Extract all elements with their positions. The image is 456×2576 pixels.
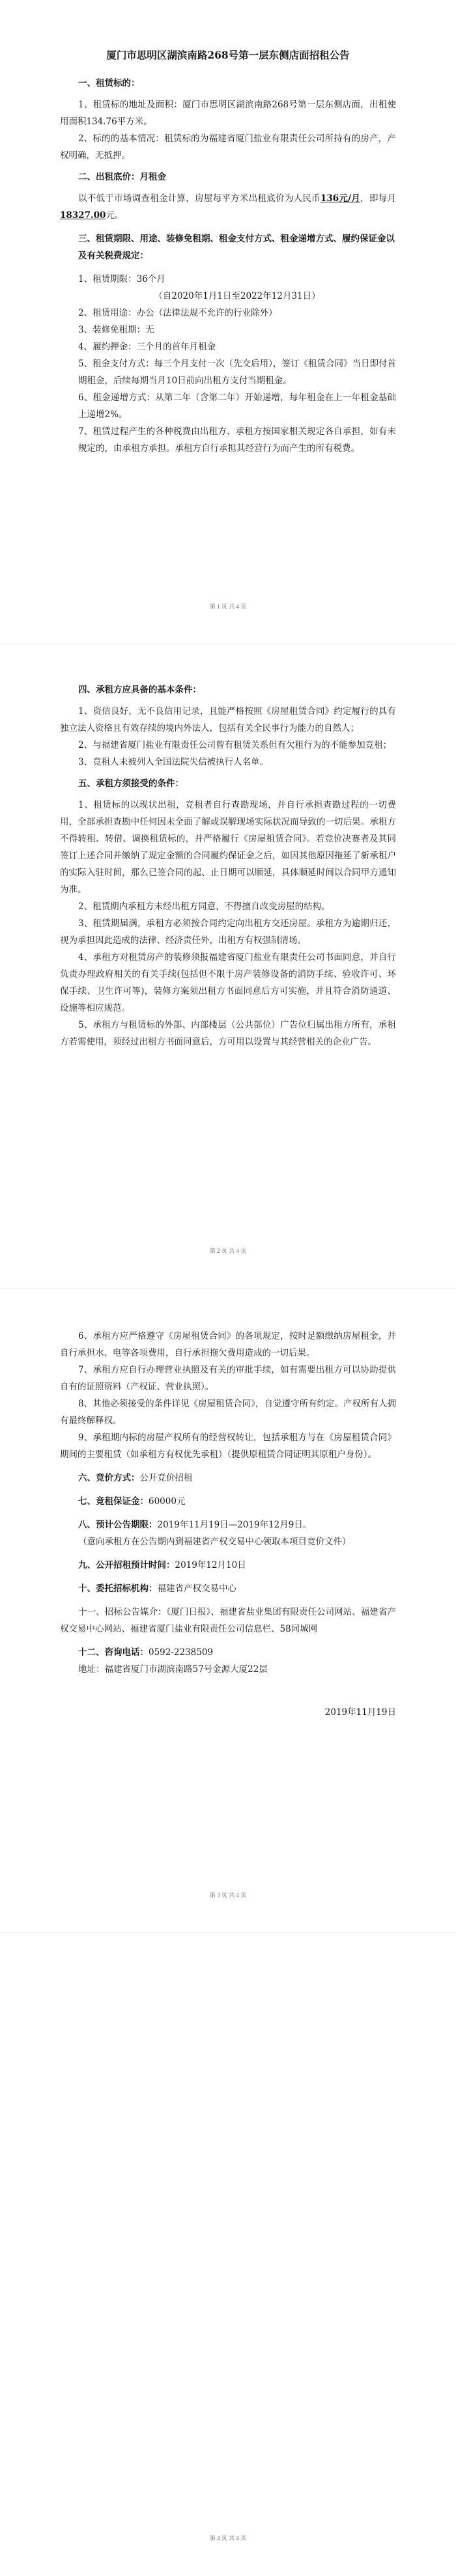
document-page-3: [0, 1289, 456, 1933]
section-1-para-2: 2、标的的基本情况：租赁标的为福建省厦门盐业有限责任公司所持有的房产，产权明确，无抵押。: [60, 133, 396, 161]
section-3-item: 7、租赁过程产生的各种税费由出租方、承租方按国家相关规定各自承担，如有未规定的，由承租方承担。承租方自行承担其经营行为而产生的所有税费。: [78, 426, 396, 454]
section-10-heading: 十、委托招标机构：: [78, 1583, 158, 1594]
section-7-line: [60, 1493, 396, 1510]
section-5-para-4: 4、承租方对租赁房产的装修须报福建省厦门盐业有限责任公司书面同意，并自行负责办理政府相关的有关手续(包括但不限于房产装修设备的消防手续、验收许可、环保手续、卫生许可等)，装修方案须出租方书面同意后方可实施，并且符合消防通道、设施等相应规范。: [60, 952, 396, 1013]
phone-number: 0592-2238509: [149, 1647, 214, 1658]
page-footer: 第 3 页 共 4 页: [209, 1892, 247, 1898]
section-8-heading: 八、预计公告期限：: [78, 1520, 158, 1530]
tender-date: 2019年12月10日: [175, 1560, 246, 1570]
section-5-para-6: 6、承租方应严格遵守《房屋租赁合同》的各项规定，按时足额缴纳房屋租金，并自行承担水、电等各项费用，自行承担拖欠费用造成的一切后果。: [60, 1331, 396, 1358]
document-page-2: [0, 644, 456, 1289]
page-footer: 第 4 页 共 4 页: [209, 2535, 247, 2542]
deposit-amount: 60000元: [149, 1496, 186, 1507]
section-6-heading: 六、竞价方式：: [78, 1473, 140, 1483]
price-per-sqm: 136元/月: [320, 193, 361, 204]
section-3-item: （自2020年1月1日至2022年12月31日）: [154, 291, 321, 301]
section-5-para-3: 3、租赁期届满，承租方必须按合同约定向出租方交还房屋。承租方为逾期归还，视为承担因此造成的法律、经济责任外，出租方有权强制清场。: [60, 918, 396, 946]
section-3-item: 1、租赁期限：36个月: [78, 274, 165, 284]
section-4-para-3: 3、竞租人未被列入全国法院失信被执行人名单。: [78, 757, 269, 767]
section-5-para-5: 5、承租方与租赁标的外部、内部楼层（公共部位）广告位归属出租方所有，承租方若需使用，须经过出租方书面同意后，方可用以设置与其经营相关的企业广告。: [60, 1020, 396, 1047]
section-5-para-9: 9、承租期内标的房屋产权所有的经营权转让，包括承租方与在《房屋租赁合同》期间的主要租赁（如承租方有权优先承租）（提供原租赁合同证明其原租户身份）。: [60, 1432, 396, 1460]
section-3-item: 6、租金递增方式：从第二年（含第二年）开始递增，每年租金在上一年租金基础上递增2%。: [78, 392, 396, 420]
section-4-heading: 四、承租方应具备的基本条件：: [78, 685, 201, 695]
section-2-text-a: 以不低于市场调查租金计算，房屋每平方米出租底价为人民币: [78, 193, 321, 204]
document-page-4: [0, 1933, 456, 2576]
section-5-para-2: 2、租赁期内承租方未经出租方同意，不得擅自改变房屋的结构。: [78, 901, 330, 912]
document-title: 厦门市思明区湖滨南路268号第一层东侧店面招租公告: [106, 49, 350, 61]
section-3-item: 3、装修免租期：无: [78, 325, 154, 335]
section-4-para-2: 2、与福建省厦门盐业有限责任公司曾有租赁关系但有欠租行为的不能参加竞租；: [78, 740, 392, 750]
page-footer: 第 2 页 共 4 页: [209, 1248, 247, 1254]
section-3-heading: 三、租赁期限、用途、装修免租期、租金支付方式、租金递增方式、履约保证金以及有关税费规定：: [78, 234, 395, 261]
section-8-line: [60, 1516, 396, 1533]
section-1-para-1: 1、租赁标的地址及面积：厦门市思明区湖滨南路268号第一层东侧店面，出租使用面积134.76平方米。: [60, 100, 396, 127]
bid-method: 公开竞价招租: [139, 1473, 193, 1483]
agency-name: 福建省产权交易中心: [157, 1583, 236, 1594]
section-4-para-1: 1、资信良好，无不良信用记录，且能严格按照《房屋租赁合同》约定履行的具有独立法人资格且有效存续的境内外法人，包括有关全民事行为能力的自然人；: [60, 706, 396, 733]
section-2-heading: 二、出租底价：月租金: [78, 172, 166, 182]
section-2-text-c: 元。: [106, 210, 124, 221]
section-1-heading: 一、租赁标的：: [78, 78, 140, 89]
section-12-line: [60, 1644, 396, 1661]
notice-period: 2019年11月19日—2019年12月9日。: [157, 1520, 312, 1530]
document-page-1: [0, 0, 456, 644]
section-8-note: （意向承租方在公告期内到福建省产权交易中心领取本项目竞价文件）: [78, 1537, 351, 1547]
section-3-list: [60, 271, 396, 457]
section-2-para: [60, 190, 396, 224]
section-5-heading: 五、承租方须接受的条件：: [78, 778, 184, 789]
section-2-text-b: ，即每月: [360, 193, 396, 204]
section-10-line: [60, 1580, 396, 1597]
section-9-line: [60, 1557, 396, 1574]
section-6-line: [60, 1470, 396, 1487]
monthly-rent: 18327.00: [60, 210, 106, 221]
address-line: 地址：福建省厦门市湖滨南路57号金源大厦22层: [78, 1664, 268, 1675]
section-5-para-7: 7、承租方应自行办理营业执照及有关的审批手续，如有需要出租方可以协助提供自有的证照资料（产权证、营业执照）。: [60, 1365, 396, 1392]
page-footer: 第 1 页 共 4 页: [209, 603, 247, 610]
section-3-item: 2、租赁用途：办公（法律法规不允许的行业除外）: [78, 308, 278, 318]
section-11-para: 十一、招标公告媒介：《厦门日报》、福建省盐业集团有限责任公司网站、福建省产权交易中心网站、福建省厦门盐业有限责任公司信息栏、58同城网: [60, 1607, 396, 1634]
section-3-item: 5、租金支付方式：每三个月支付一次（先交后用），签订《租赁合同》当日即付首期租金，后续每期当月10日前向出租方支付当期租金。: [78, 359, 396, 386]
section-5-para-8: 8、其他必须接受的条件详见《房屋租赁合同》，自觉遵守所有约定。产权所有人拥有最终解释权。: [60, 1399, 396, 1426]
section-9-heading: 九、公开招租预计时间：: [78, 1560, 175, 1570]
section-7-heading: 七、竞租保证金：: [78, 1496, 149, 1507]
notice-date: 2019年11月19日: [324, 1707, 396, 1718]
section-12-heading: 十二、咨询电话：: [78, 1647, 149, 1658]
section-5-para-1: 1、租赁标的以现状出租，竞租者自行查勘现场，并自行承担查勘过程的一切费用，全部承担查勘中任何因未全面了解或误解现场实际状况而导致的一切后果。承租方不得转租、转借、调换租赁标的，并严格履行《房屋租赁合同》。若竞价决赛者及其同签订上述合同并缴纳了规定金额的合同履约保证金之后，如因其他原因拖延了新承租户的实际入驻时间，那么已签合同的起、止日期可以顺延，具体顺延时间以合同甲方通知为准。: [60, 800, 396, 895]
section-3-item: 4、履约押金：三个月的首年月租金: [78, 342, 216, 352]
